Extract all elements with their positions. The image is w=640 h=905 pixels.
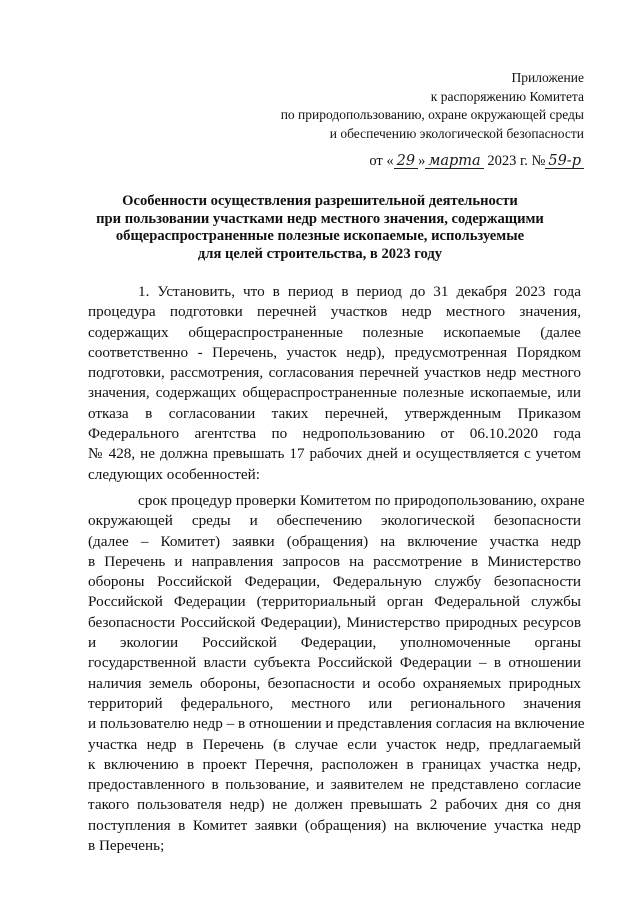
paragraph-line: соответственно - Перечень, участок недр), предусмотренная Порядком (88, 343, 581, 361)
paragraph-line: окружающей среды и обеспечению экологической безопасности (88, 512, 581, 530)
date-year: 2023 г. № (487, 153, 546, 169)
date-day-handwritten: 29 (394, 154, 418, 169)
appendix-committee-line-2: и обеспечению экологической безопасности (329, 125, 584, 141)
paragraph-line: и экологии Российской Федерации, уполномоченные органы (88, 634, 581, 652)
paragraph-line: обороны Российской Федерации, Федеральную службу безопасности (88, 573, 581, 591)
title-line: для целей строительства, в 2023 году (197, 245, 443, 262)
appendix-order-ref: к распоряжению Комитета (430, 88, 584, 104)
paragraph-line: (далее – Комитет) заявки (обращения) на включение участка недр (88, 532, 581, 550)
paragraph-2 (88, 491, 585, 856)
paragraph-line: значения, содержащих общераспространенные полезные ископаемые, или (88, 384, 581, 402)
paragraph-line: Федерального агентства по недропользованию от 06.10.2020 года (88, 425, 581, 443)
paragraph-line: и пользователю недр – в отношении и представления согласия на включение (88, 715, 585, 733)
paragraph-line: следующих особенностей: (88, 465, 261, 483)
title-line: Особенности осуществления разрешительной деятельности (122, 193, 518, 209)
paragraph-line: поступления в Комитет заявки (обращения) на включение участка недр (88, 816, 581, 834)
appendix-label: Приложение (511, 70, 584, 85)
order-number-handwritten: 59-р (545, 154, 584, 169)
paragraph-line: содержащих общераспространенные полезные ископаемые (далее (88, 323, 581, 341)
paragraph-line: к включению в проект Перечня, расположен в границах участка недр, (88, 755, 581, 773)
paragraph-line: срок процедур проверки Комитетом по природопользованию, охране (138, 491, 585, 509)
appendix-committee-line-1: по природопользованию, охране окружающей среды (280, 107, 584, 122)
paragraph-line: в Перечень; (88, 837, 165, 855)
paragraph-line: наличия земель обороны, безопасности и особо охраняемых природных (88, 674, 581, 692)
appendix-header (281, 69, 584, 171)
paragraph-line: № 428, не должна превышать 17 рабочих дней и осуществляется с учетом (88, 445, 581, 463)
paragraph-line: участка недр в Перечень (в случае если участок недр, предлагаемый (88, 735, 581, 753)
order-date-line (281, 152, 584, 171)
paragraph-line: отказа в согласовании таких перечней, утвержденным Приказом (88, 404, 581, 422)
date-middle: » (418, 153, 426, 169)
paragraph-line: процедура подготовки перечней участков недр местного значения, (88, 303, 581, 321)
paragraph-line: предоставленного в пользование, и заявителем не представлено согласие (88, 776, 581, 794)
paragraph-line: Российской Федерации (территориальный орган Федеральной службы (88, 593, 581, 611)
paragraph-line: в Перечень и направления запросов на рассмотрение в Министерство (88, 552, 581, 570)
title-line: общераспространенные полезные ископаемые, используемые (115, 228, 525, 244)
paragraph-1 (88, 282, 581, 485)
date-month-handwritten: марта (425, 154, 483, 169)
paragraph-line: такого пользователя недр) не должен превышать 2 рабочих дня со дня (88, 796, 581, 814)
paragraph-line: территорий федерального, местного или регионального значения (88, 694, 581, 712)
paragraph-line: безопасности Российской Федерации), Министерство природных ресурсов (88, 613, 581, 631)
paragraph-line: 1. Установить, что в период в период до 31 декабря 2023 года (138, 283, 581, 300)
date-prefix: от « (369, 153, 394, 169)
document-body (88, 282, 585, 856)
title-line: при пользовании участками недр местного значения, содержащими (96, 210, 544, 227)
paragraph-line: подготовки, рассмотрения, согласования перечней участков недр местного (88, 364, 581, 382)
document-title (80, 193, 560, 263)
paragraph-line: государственной власти субъекта Российской Федерации – в отношении (88, 654, 581, 672)
